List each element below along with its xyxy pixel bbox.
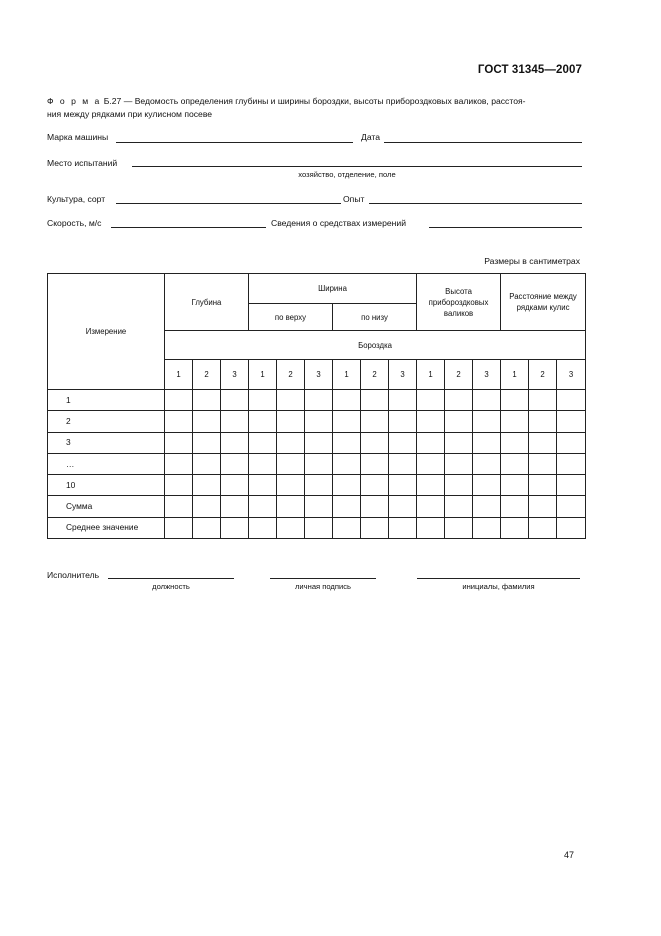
form-title [47, 95, 526, 108]
furrow-number-cell: 3 [389, 360, 417, 390]
data-cell[interactable] [529, 496, 557, 517]
data-cell[interactable] [389, 390, 417, 411]
data-cell[interactable] [277, 517, 305, 538]
data-cell[interactable] [193, 475, 221, 496]
data-cell[interactable] [445, 390, 473, 411]
data-cell[interactable] [277, 411, 305, 432]
data-cell[interactable] [529, 475, 557, 496]
data-cell[interactable] [417, 411, 445, 432]
width-header: Ширина [249, 274, 417, 304]
data-cell[interactable] [305, 475, 333, 496]
furrow-number-cell: 1 [165, 360, 193, 390]
data-cell[interactable] [557, 390, 586, 411]
data-cell[interactable] [193, 517, 221, 538]
initials-surname-caption: инициалы, фамилия [462, 582, 535, 591]
crop-line[interactable] [116, 203, 341, 204]
data-cell[interactable] [249, 475, 277, 496]
position-line[interactable] [108, 578, 234, 579]
data-cell[interactable] [389, 432, 417, 453]
data-cell[interactable] [249, 432, 277, 453]
data-cell[interactable] [417, 475, 445, 496]
table-row [48, 432, 586, 453]
data-cell[interactable] [445, 453, 473, 474]
instruments-line[interactable] [429, 227, 582, 228]
data-cell[interactable] [165, 411, 193, 432]
table-row [48, 475, 586, 496]
data-cell[interactable] [221, 475, 249, 496]
data-cell[interactable] [501, 390, 529, 411]
data-cell[interactable] [529, 411, 557, 432]
form-title-text: Б.27 — Ведомость определения глубины и ширины бороздки, высоты прибороздковых валиков, расстоя- [103, 96, 526, 106]
data-cell[interactable] [277, 390, 305, 411]
data-cell[interactable] [333, 453, 361, 474]
data-cell[interactable] [473, 517, 501, 538]
test-site-label: Место испытаний [47, 158, 118, 168]
data-cell[interactable] [501, 411, 529, 432]
data-cell[interactable] [333, 390, 361, 411]
data-cell[interactable] [277, 432, 305, 453]
data-cell[interactable] [221, 453, 249, 474]
table-row [48, 390, 586, 411]
data-cell[interactable] [165, 432, 193, 453]
table-row [48, 496, 586, 517]
data-cell[interactable] [193, 411, 221, 432]
data-cell[interactable] [221, 432, 249, 453]
furrow-number-cell: 3 [221, 360, 249, 390]
furrow-number-cell: 2 [361, 360, 389, 390]
table-row [48, 453, 586, 474]
data-cell[interactable] [193, 432, 221, 453]
experiment-label: Опыт [343, 194, 365, 204]
data-cell[interactable] [305, 517, 333, 538]
data-cell[interactable] [473, 390, 501, 411]
data-cell[interactable] [501, 453, 529, 474]
speed-label: Скорость, м/с [47, 218, 102, 228]
personal-signature-caption: личная подпись [295, 582, 351, 591]
standard-number: ГОСТ 31345—2007 [477, 64, 582, 76]
data-cell[interactable] [305, 411, 333, 432]
data-cell[interactable] [445, 517, 473, 538]
data-cell[interactable] [389, 517, 417, 538]
data-cell[interactable] [445, 411, 473, 432]
data-cell[interactable] [389, 453, 417, 474]
measurement-header: Измерение [48, 274, 165, 390]
data-cell[interactable] [305, 453, 333, 474]
data-cell[interactable] [529, 517, 557, 538]
furrow-number-cell: 1 [249, 360, 277, 390]
data-cell[interactable] [361, 517, 389, 538]
furrow-number-cell: 1 [333, 360, 361, 390]
data-cell[interactable] [249, 496, 277, 517]
data-cell[interactable] [221, 517, 249, 538]
row-distance-header: Расстояние между рядками кулис [501, 274, 586, 331]
data-cell[interactable] [361, 390, 389, 411]
furrow-number-cell: 3 [473, 360, 501, 390]
data-cell[interactable] [165, 475, 193, 496]
data-cell[interactable] [501, 496, 529, 517]
date-label: Дата [361, 132, 381, 142]
experiment-line[interactable] [369, 203, 582, 204]
data-cell[interactable] [165, 496, 193, 517]
data-cell[interactable] [473, 475, 501, 496]
data-cell[interactable] [501, 517, 529, 538]
data-cell[interactable] [557, 411, 586, 432]
crop-label: Культура, сорт [47, 194, 106, 204]
instruments-label: Сведения о средствах измерений [271, 218, 406, 228]
machine-brand-line[interactable] [116, 142, 353, 143]
data-cell[interactable] [557, 475, 586, 496]
position-caption: должность [152, 582, 190, 591]
data-cell[interactable] [417, 453, 445, 474]
data-cell[interactable] [305, 432, 333, 453]
ridge-height-header: Высота прибороздковых валиков [417, 274, 501, 331]
data-cell[interactable] [389, 496, 417, 517]
width-top-header: по верху [249, 304, 333, 331]
data-cell[interactable] [305, 496, 333, 517]
data-cell[interactable] [249, 411, 277, 432]
data-cell[interactable] [529, 390, 557, 411]
data-cell[interactable] [193, 390, 221, 411]
row-label: 2 [48, 411, 165, 432]
test-site-caption: хозяйство, отделение, поле [298, 170, 396, 179]
furrow-number-cell: 2 [277, 360, 305, 390]
data-cell[interactable] [557, 432, 586, 453]
furrow-number-cell: 3 [305, 360, 333, 390]
data-cell[interactable] [221, 411, 249, 432]
date-line[interactable] [384, 142, 582, 143]
furrow-number-cell: 2 [445, 360, 473, 390]
data-cell[interactable] [221, 390, 249, 411]
data-cell[interactable] [333, 432, 361, 453]
table-row [48, 517, 586, 538]
page-number: 47 [563, 850, 574, 860]
furrow-number-cell: 3 [557, 360, 586, 390]
data-cell[interactable] [445, 432, 473, 453]
data-cell[interactable] [277, 475, 305, 496]
data-cell[interactable] [529, 432, 557, 453]
data-cell[interactable] [501, 475, 529, 496]
form-label: Ф о р м а [47, 96, 102, 106]
data-cell[interactable] [221, 496, 249, 517]
row-label: Сумма [48, 496, 165, 517]
data-cell[interactable] [165, 453, 193, 474]
data-cell[interactable] [557, 517, 586, 538]
data-cell[interactable] [501, 432, 529, 453]
data-cell[interactable] [193, 453, 221, 474]
data-cell[interactable] [473, 453, 501, 474]
row-label: Среднее значение [48, 517, 165, 538]
width-bottom-header: по низу [333, 304, 417, 331]
data-cell[interactable] [361, 475, 389, 496]
initials-surname-line[interactable] [417, 578, 580, 579]
form-title-line2: ния между рядками при кулисном посеве [47, 109, 213, 119]
furrow-number-cell: 2 [529, 360, 557, 390]
data-cell[interactable] [361, 496, 389, 517]
row-label: … [48, 453, 165, 474]
performer-label: Исполнитель [47, 570, 100, 580]
test-site-line[interactable] [132, 166, 582, 167]
furrow-number-cell: 1 [501, 360, 529, 390]
data-cell[interactable] [417, 390, 445, 411]
data-cell[interactable] [445, 475, 473, 496]
data-cell[interactable] [445, 496, 473, 517]
depth-header: Глубина [165, 274, 249, 331]
table-body [48, 390, 586, 539]
measurement-table [47, 273, 586, 539]
furrow-number-cell: 1 [417, 360, 445, 390]
furrow-header: Бороздка [165, 331, 586, 360]
row-label: 1 [48, 390, 165, 411]
data-cell[interactable] [473, 411, 501, 432]
data-cell[interactable] [473, 432, 501, 453]
data-cell[interactable] [277, 496, 305, 517]
row-label: 10 [48, 475, 165, 496]
data-cell[interactable] [417, 517, 445, 538]
data-cell[interactable] [389, 475, 417, 496]
data-cell[interactable] [249, 453, 277, 474]
data-cell[interactable] [529, 453, 557, 474]
data-cell[interactable] [557, 453, 586, 474]
table-row [48, 411, 586, 432]
data-cell[interactable] [249, 517, 277, 538]
data-cell[interactable] [361, 453, 389, 474]
data-cell[interactable] [165, 390, 193, 411]
data-cell[interactable] [333, 517, 361, 538]
furrow-number-cell: 2 [193, 360, 221, 390]
data-cell[interactable] [277, 453, 305, 474]
personal-signature-line[interactable] [270, 578, 376, 579]
data-cell[interactable] [389, 411, 417, 432]
machine-brand-label: Марка машины [47, 132, 109, 142]
data-cell[interactable] [165, 517, 193, 538]
data-cell[interactable] [473, 496, 501, 517]
data-cell[interactable] [557, 496, 586, 517]
data-cell[interactable] [361, 432, 389, 453]
row-label: 3 [48, 432, 165, 453]
data-cell[interactable] [361, 411, 389, 432]
data-cell[interactable] [333, 496, 361, 517]
data-cell[interactable] [333, 411, 361, 432]
data-cell[interactable] [417, 432, 445, 453]
data-cell[interactable] [193, 496, 221, 517]
data-cell[interactable] [305, 390, 333, 411]
speed-line[interactable] [111, 227, 266, 228]
units-note: Размеры в сантиметрах [484, 256, 580, 266]
data-cell[interactable] [417, 496, 445, 517]
data-cell[interactable] [249, 390, 277, 411]
data-cell[interactable] [333, 475, 361, 496]
